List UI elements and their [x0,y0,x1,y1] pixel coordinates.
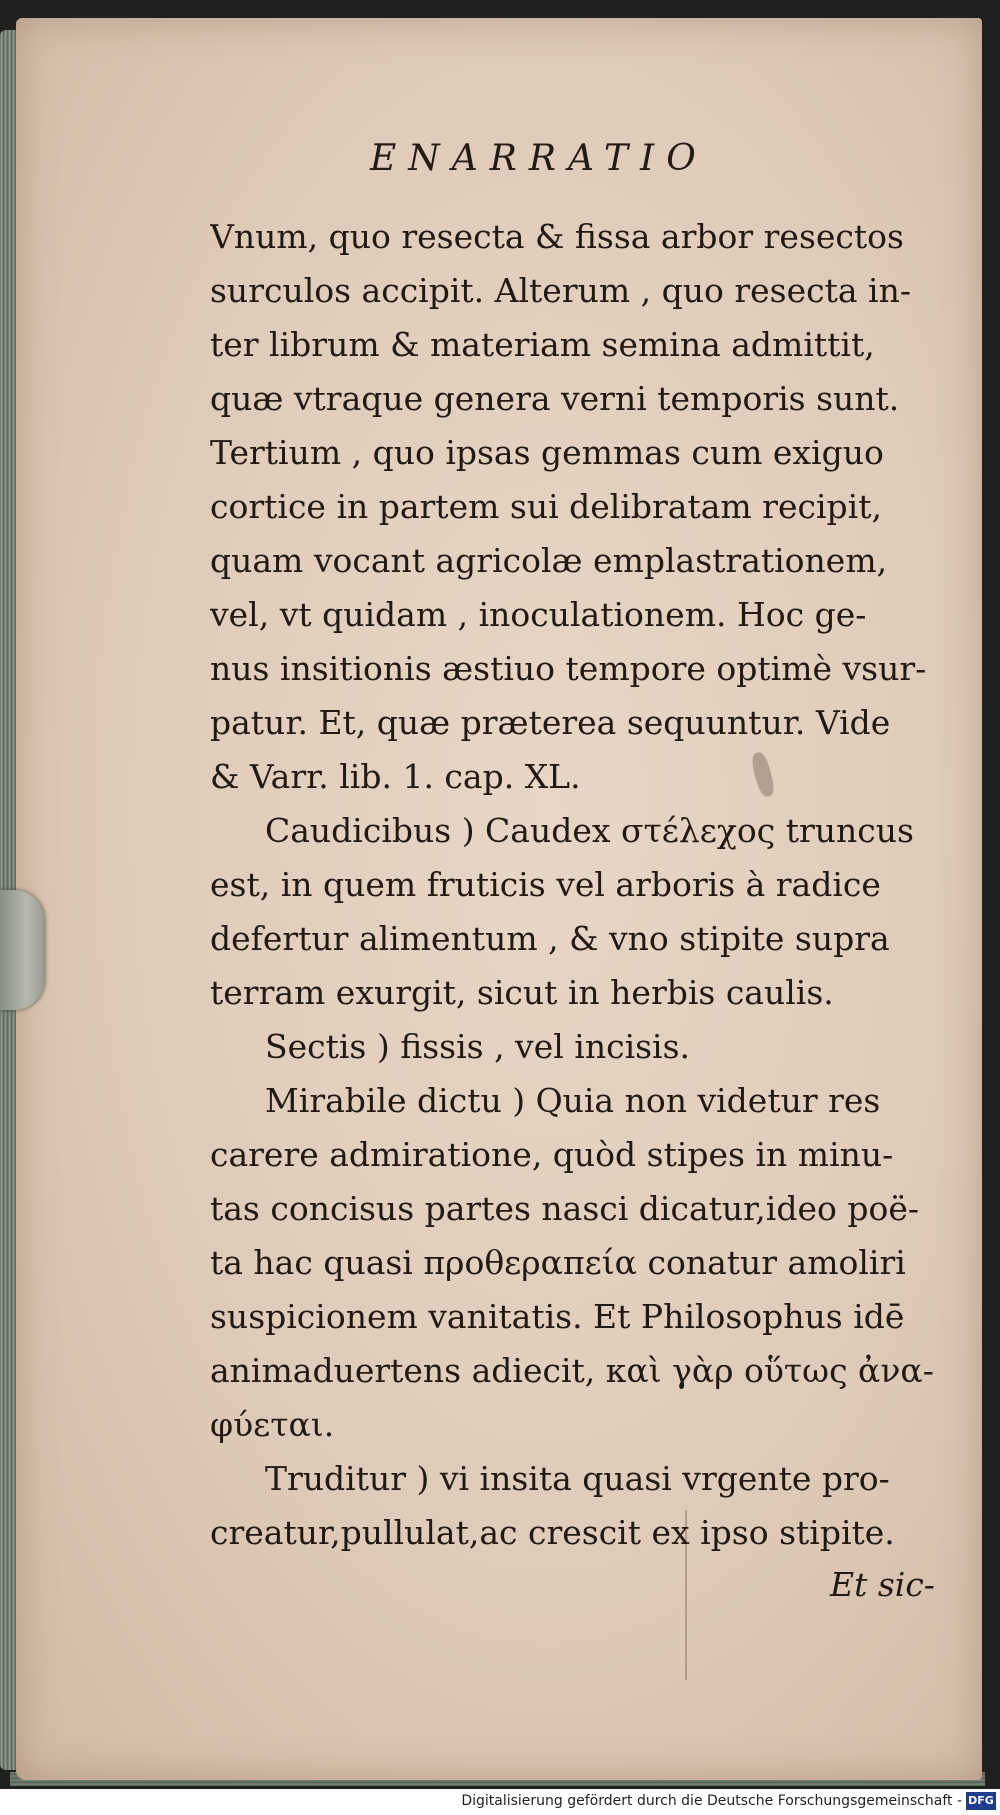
text-line: cortice in partem sui delibratam recipit, [210,487,882,526]
text-line: & Varr. lib. 1. cap. XL. [210,757,581,796]
text-line: animaduertens adiecit, καὶ γὰρ οὕτως ἀνα- [210,1351,934,1390]
text-line: surculos accipit. Alterum , quo resecta in- [210,271,911,310]
dfg-logo: DFG [966,1792,996,1810]
footer-credit: Digitalisierung gefördert durch die Deutsche Forschungsgemeinschaft - [461,1793,962,1809]
text-line: ta hac quasi προθεραπεία conatur amoliri [210,1243,906,1282]
text-line: defertur alimentum , & vno stipite supra [210,919,890,958]
text-line: carere admiratione, quòd stipes in minu- [210,1135,894,1174]
text-line: Truditur ) vi insita quasi vrgente pro- [265,1459,890,1498]
text-line: vel, vt quidam , inoculationem. Hoc ge- [210,595,867,634]
catchword: Et sic- [830,1565,935,1604]
text-line: quæ vtraque genera verni temporis sunt. [210,379,900,418]
text-lines [210,210,985,1560]
text-line: Tertium , quo ipsas gemmas cum exiguo [210,433,884,472]
text-line: est, in quem fruticis vel arboris à radice [210,865,881,904]
text-line: Mirabile dictu ) Quia non videtur res [265,1081,881,1120]
book-clasp [0,890,44,1010]
text-line: terram exurgit, sicut in herbis caulis. [210,973,834,1012]
running-header: ENARRATIO [370,138,708,179]
text-line: patur. Et, quæ præterea sequuntur. Vide [210,703,891,742]
text-line: nus insitionis æstiuo tempore optimè vsur- [210,649,927,688]
text-line: ter librum & materiam semina admittit, [210,325,875,364]
text-line: creatur,pullulat,ac crescit ex ipso stipite. [210,1513,895,1552]
text-line: suspicionem vanitatis. Et Philosophus idē [210,1297,905,1336]
footer-bar [0,1789,1000,1815]
text-line: φύεται. [210,1405,335,1444]
text-line: Caudicibus ) Caudex στέλεχος truncus [265,811,914,850]
text-line: Sectis ) fissis , vel incisis. [265,1027,691,1066]
text-line: tas concisus partes nasci dicatur,ideo poë- [210,1189,920,1228]
text-line: Vnum, quo resecta & fissa arbor resectos [210,217,904,256]
text-line: quam vocant agricolæ emplastrationem, [210,541,888,580]
